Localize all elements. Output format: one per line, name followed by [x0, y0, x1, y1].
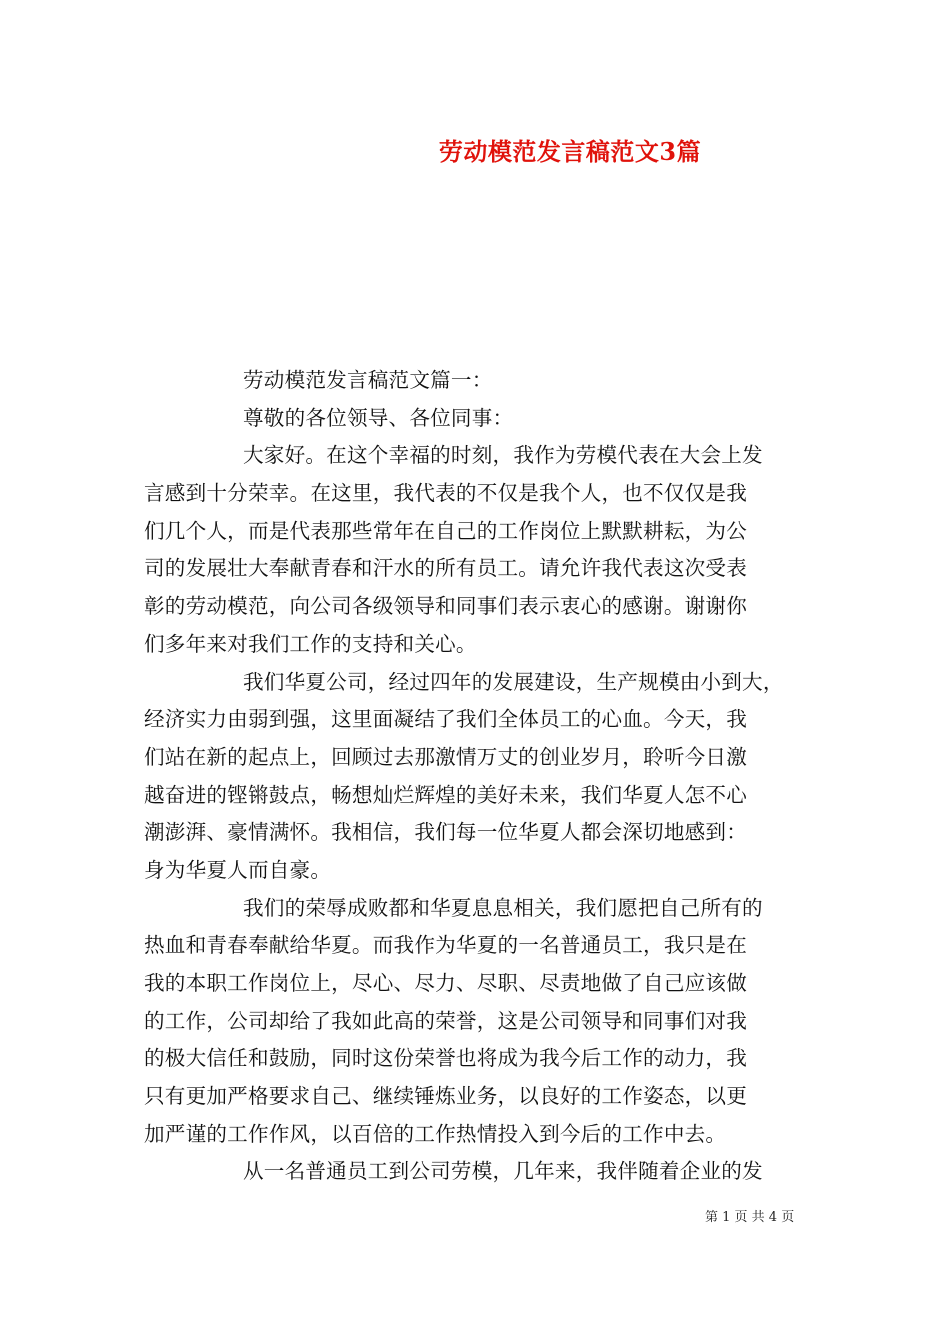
paragraph-line: 加严谨的工作作风，以百倍的工作热情投入到今后的工作中去。	[144, 1121, 727, 1146]
paragraph-line: 我的本职工作岗位上，尽心、尽力、尽职、尽责地做了自己应该做	[144, 971, 748, 995]
paragraph-line: 们站在新的起点上，回顾过去那激情万丈的创业岁月，聆听今日激	[144, 744, 748, 769]
paragraph-line: 只有更加严格要求自己、继续锤炼业务，以良好的工作姿态，以更	[144, 1084, 748, 1109]
section-heading: 劳动模范发言稿范文篇一：	[243, 368, 493, 392]
document-title: 劳动模范发言稿范文3篇	[438, 137, 702, 166]
page-number-footer: 第 1 页 共 4 页	[705, 1210, 795, 1225]
paragraph-line: 彰的劳动模范，向公司各级领导和同事们表示衷心的感谢。谢谢你	[144, 594, 748, 619]
paragraph-line: 我们的荣辱成败都和华夏息息相关，我们愿把自己所有的	[243, 895, 763, 920]
paragraph-line: 的极大信任和鼓励，同时这份荣誉也将成为我今后工作的动力，我	[144, 1046, 748, 1071]
paragraph-line: 经济实力由弱到强，这里面凝结了我们全体员工的心血。今天，我	[144, 707, 748, 732]
paragraph-line: 越奋进的铿锵鼓点，畅想灿烂辉煌的美好未来，我们华夏人怎不心	[144, 782, 748, 807]
paragraph-line: 热血和青春奉献给华夏。而我作为华夏的一名普通员工，我只是在	[144, 933, 748, 958]
paragraph-line: 潮澎湃、豪情满怀。我相信，我们每一位华夏人都会深切地感到：	[144, 820, 748, 845]
paragraph-line: 从一名普通员工到公司劳模，几年来，我伴随着企业的发	[243, 1159, 763, 1184]
paragraph-line: 言感到十分荣幸。在这里，我代表的不仅是我个人，也不仅仅是我	[144, 481, 748, 506]
document-body	[144, 362, 806, 1191]
paragraph-line: 大家好。在这个幸福的时刻，我作为劳模代表在大会上发	[243, 443, 763, 468]
paragraph-line: 我们华夏公司，经过四年的发展建设，生产规模由小到大，	[243, 669, 784, 694]
paragraph-line: 们几个人，而是代表那些常年在自己的工作岗位上默默耕耘，为公	[144, 518, 748, 543]
salutation: 尊敬的各位领导、各位同事：	[243, 405, 514, 430]
paragraph-line: 们多年来对我们工作的支持和关心。	[144, 631, 477, 656]
paragraph-line: 身为华夏人而自豪。	[144, 857, 332, 882]
paragraph-line: 司的发展壮大奉献青春和汗水的所有员工。请允许我代表这次受表	[144, 556, 748, 581]
paragraph-line: 的工作，公司却给了我如此高的荣誉，这是公司领导和同事们对我	[144, 1008, 748, 1033]
